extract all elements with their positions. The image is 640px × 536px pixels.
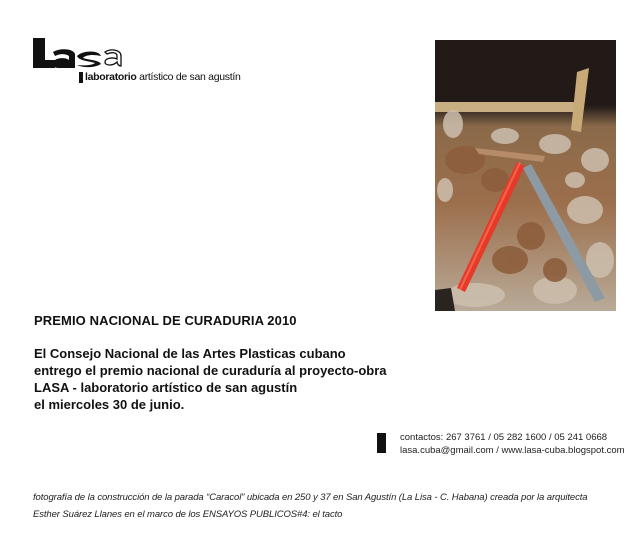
construction-photo — [435, 40, 616, 311]
lasa-logo — [33, 38, 243, 84]
announcement-body — [34, 345, 387, 413]
caption-line: Esther Suárez Llanes en el marco de los ENSAYOS PUBLICOS#4: el tacto — [33, 509, 343, 520]
announcement-line: LASA - laboratorio artístico de san agustín — [34, 380, 298, 395]
logo-subtitle-regular: artístico de san agustín — [136, 71, 241, 83]
announcement-line: el miercoles 30 de junio. — [34, 397, 185, 412]
construction-photo-image — [435, 40, 616, 311]
announcement-line: El Consejo Nacional de las Artes Plasticas cubano — [34, 346, 346, 361]
award-title: PREMIO NACIONAL DE CURADURIA 2010 — [34, 313, 297, 328]
lasa-logo-mark-icon — [33, 38, 133, 72]
contact-phones: contactos: 267 3761 / 05 282 1600 / 05 241 0668 — [400, 432, 608, 443]
logo-divider-bar — [79, 72, 83, 83]
logo-subtitle-bold: laboratorio — [85, 71, 137, 83]
caption-line: fotografía de la construcción de la parada “Caracol” ubicada en 250 y 37 en San Agustín (La Lisa - C. Habana) creada por la arquitecta — [33, 492, 588, 503]
announcement-line: entrego el premio nacional de curaduría al proyecto-obra — [34, 363, 387, 378]
contact-info — [400, 432, 625, 457]
logo-subtitle — [85, 71, 241, 83]
contact-marker-bar — [377, 433, 386, 453]
contact-email-web[interactable]: lasa.cuba@gmail.com / www.lasa-cuba.blogspot.com — [400, 444, 625, 456]
photo-caption — [33, 489, 587, 523]
